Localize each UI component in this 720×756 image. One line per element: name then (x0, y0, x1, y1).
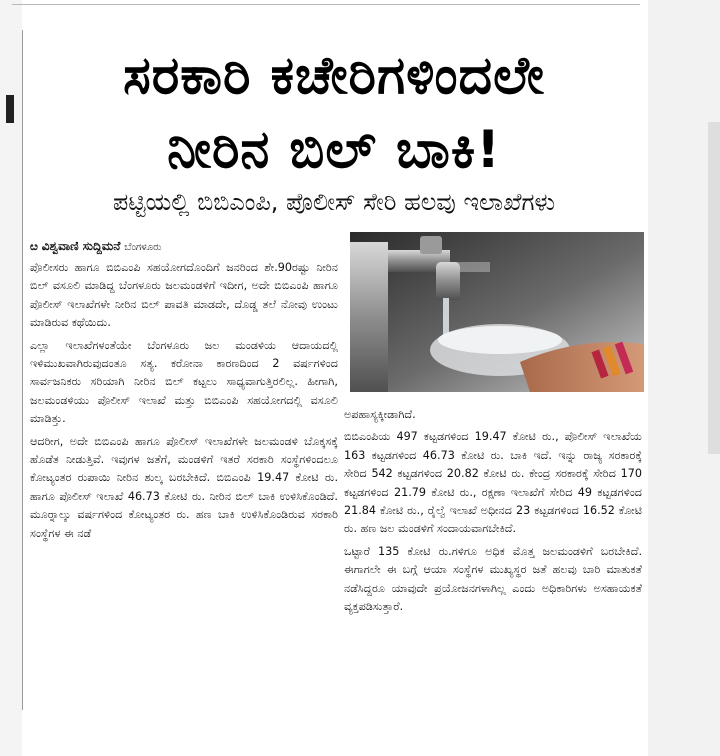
paragraph: ಬಿಬಿಎಂಪಿಯ 497 ಕಟ್ಟಡಗಳಿಂದ 19.47 ಕೋಟಿ ರು., ಪೊಲೀಸ್ ಇಲಾಖೆಯ 163 ಕಟ್ಟಡಗಳಿಂದ 46.73 ಕೋಟಿ ರು. ಬಾಕಿ ಇದೆ. ಇನ್ನು ರಾಜ್ಯ ಸರಕಾರಕ್ಕೆ ಸೇರಿದ 542 ಕಟ್ಟಡಗಳಿಂದ 20.82 ಕೋಟಿ ರು. ಕೇಂದ್ರ ಸರಕಾರಕ್ಕೆ ಸೇರಿದ 170 ಕಟ್ಟಡಗಳಿಂದ 21.79 ಕೋಟಿ ರು., ರಕ್ಷಣಾ ಇಲಾಖೆಗೆ ಸೇರಿದ 49 ಕಟ್ಟಡಗಳಿಂದ 21.84 ಕೋಟಿ ರು., ರೈಲ್ವೆ ಇಲಾಖೆ ಅಧೀನದ 23 ಕಟ್ಟಡಗಳಿಂದ 16.52 ಕೋಟಿ ರು. ಹಣ ಜಲ ಮಂಡಳಿಗೆ ಸಂದಾಯವಾಗಬೇಕಿದೆ. (344, 430, 642, 536)
byline-source: ವಿಶ್ವವಾಣಿ ಸುದ್ದಿಮನೆ (41, 239, 121, 253)
paragraph: ಪೊಲೀಸರು ಹಾಗೂ ಬಿಬಿಎಂಪಿ ಸಹಯೋಗದೊಂದಿಗೆ ಜನರಿಂದ ಶೇ.90ರಷ್ಟು ನೀರಿನ ಬಿಲ್ ವಸೂಲಿ ಮಾಡಿದ್ದ ಬೆಂಗಳೂರು ಜಲಮಂಡಳಿಗೆ ಇದೀಗ, ಅದೇ ಬಿಬಿಎಂಪಿ ಹಾಗೂ ಪೊಲೀಸ್ ಇಲಾಖೆಗಳೇ ನೀರಿನ ಬಿಲ್ ಪಾವತಿ ಮಾಡದೇ, ದೊಡ್ಡ ತಲೆ ನೋವು ಉಂಟು ಮಾಡಿರುವ ಕಥೆಯಿದು. (30, 261, 338, 330)
adjacent-column-fragment (6, 95, 14, 123)
top-rule (12, 4, 640, 5)
water-tap-photo (350, 232, 644, 392)
headline-line-2: ನೀರಿನ ಬಿಲ್ ಬಾಕಿ! (167, 120, 501, 180)
byline-place: ಬೆಂಗಳೂರು (124, 242, 162, 253)
page-edge-shadow (708, 122, 720, 454)
article-column-right (344, 406, 642, 736)
article-column-left (30, 259, 338, 737)
paragraph: ಅಪಹಾಸ್ಯಕ್ಕೀಡಾಗಿದೆ. (344, 408, 416, 421)
paragraph: ಒಟ್ಟಾರೆ 135 ಕೋಟಿ ರು.ಗಳಿಗೂ ಅಧಿಕ ಮೊತ್ತ ಜಲಮಂಡಳಿಗೆ ಬರಬೇಕಿದೆ. ಈಗಾಗಲೇ ಈ ಬಗ್ಗೆ ಆಯಾ ಸಂಸ್ಥೆಗಳ ಮುಖ್ಯಸ್ಥರ ಜತೆ ಹಲವು ಬಾರಿ ಮಾತುಕತೆ ನಡೆಸಿದ್ದರೂ ಯಾವುದೇ ಪ್ರಯೋಜನಗಳಾಗಿಲ್ಲ ಎಂದು ಅಧಿಕಾರಿಗಳು ಅಸಹಾಯಕತೆ ವ್ಯಕ್ತಪಡಿಸುತ್ತಾರೆ. (344, 544, 642, 614)
byline-logo-icon: ೞ (30, 239, 38, 253)
paragraph: ಎಲ್ಲಾ ಇಲಾಖೆಗಳಂತೆಯೇ ಬೆಂಗಳೂರು ಜಲ ಮಂಡಳಿಯ ಆದಾಯದಲ್ಲಿ ಇಳಿಮುಖವಾಗಿರುವುದಂತೂ ಸತ್ಯ. ಕರೋನಾ ಕಾರಣದಿಂದ 2 ವರ್ಷಗಳಿಂದ ಸಾರ್ವಜನಿಕರು ಸರಿಯಾಗಿ ನೀರಿನ ಬಿಲ್ ಕಟ್ಟಲು ಸಾಧ್ಯವಾಗುತ್ತಿರಲಿಲ್ಲ. ಹೀಗಾಗಿ, ಜಲಮಂಡಳಿಯು ಪೊಲೀಸ್ ಇಲಾಖೆ ಮತ್ತು ಬಿಬಿಎಂಪಿ ಸಹಯೋಗದಲ್ಲಿ ವಸೂಲಿ ಮಾಡಿತ್ತು. (30, 338, 338, 426)
paragraph: ಆದರೀಗ, ಅದೇ ಬಿಬಿಎಂಪಿ ಹಾಗೂ ಪೊಲೀಸ್ ಇಲಾಖೆಗಳೇ ಜಲಮಂಡಳಿ ಬೊಕ್ಕಸಕ್ಕೆ ಹೊಡೆತ ನೀಡುತ್ತಿವೆ. ಇವುಗಳ ಜತೆಗೆ, ಮಂಡಳಿಗೆ ಇತರೆ ಸರಕಾರಿ ಸಂಸ್ಥೆಗಳಿಂದಲೂ ಕೋಟ್ಯಂತರ ರುಪಾಯಿ ನೀರಿನ ಶುಲ್ಕ ಬರಬೇಕಿದೆ. ಬಿಬಿಎಂಪಿ 19.47 ಕೋಟಿ ರು. ಹಾಗೂ ಪೊಲೀಸ್ ಇಲಾಖೆ 46.73 ಕೋಟಿ ರು. ನೀರಿನ ಬಿಲ್ ಬಾಕಿ ಉಳಿಸಿಕೊಂಡಿದೆ. ಮೂರ‍್ನಾಲ್ಕು ವರ್ಷಗಳಿಂದ ಕೋಟ್ಯಂತರ ರು. ಹಣ ಬಾಕಿ ಉಳಿಸಿಕೊಂಡಿರುವ ಸರಕಾರಿ ಸಂಸ್ಥೆಗಳ ಈ ನಡೆ (30, 434, 338, 540)
column-rule (22, 30, 23, 710)
tap-illustration (350, 232, 644, 392)
news-article (24, 24, 644, 736)
subheadline: ಪಟ್ಟಿಯಲ್ಲಿ ಬಿಬಿಎಂಪಿ, ಪೊಲೀಸ್ ಸೇರಿ ಹಲವು ಇಲಾಖೆಗಳು (112, 188, 556, 216)
byline (30, 237, 162, 257)
headline-line-1: ಸರಕಾರಿ ಕಚೇರಿಗಳಿಂದಲೇ (123, 46, 545, 106)
